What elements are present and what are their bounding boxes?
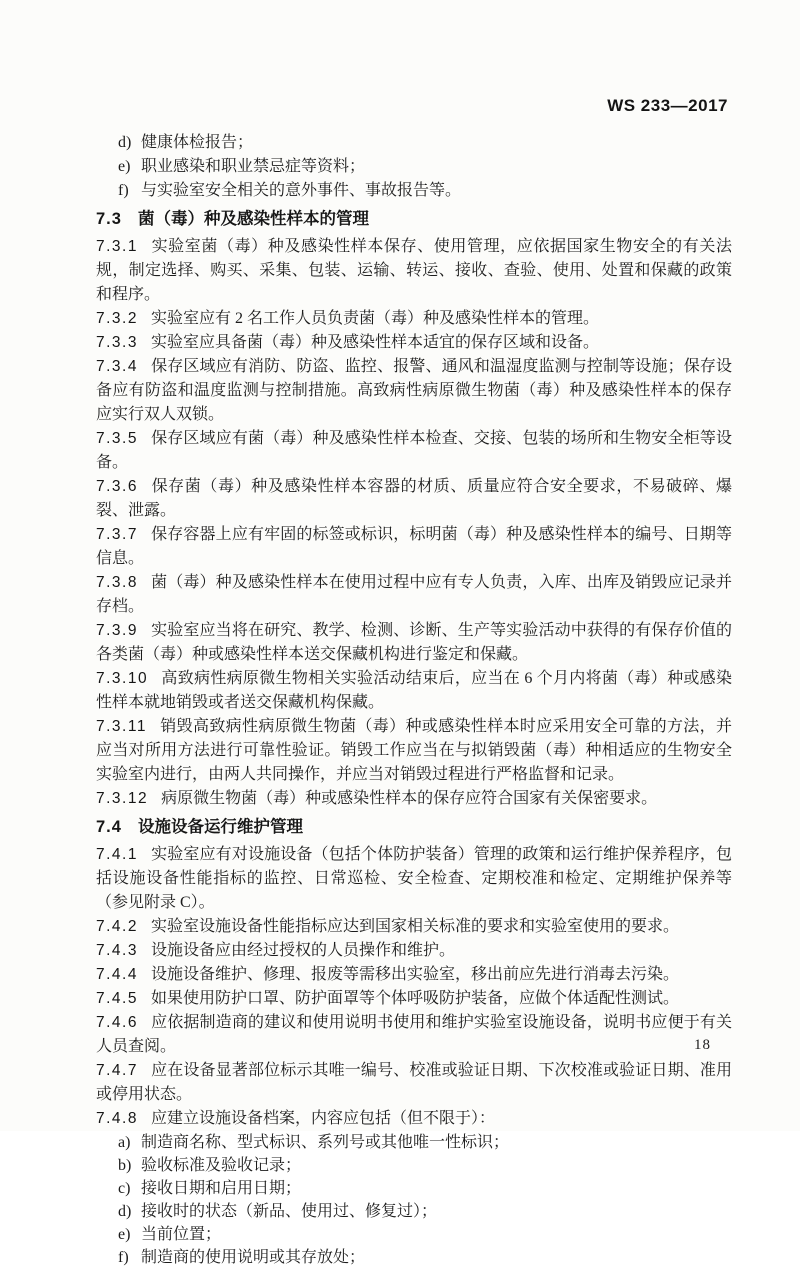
list-text: 接收日期和启用日期； bbox=[141, 1180, 302, 1197]
clause-7-3-1 bbox=[96, 235, 732, 307]
clause-number: 7.3.12 bbox=[96, 790, 149, 807]
section-heading-7-3 bbox=[96, 207, 732, 231]
clause-7-4-4 bbox=[96, 963, 732, 987]
list-text: 验收标准及验收记录； bbox=[141, 1157, 302, 1174]
clause-number: 7.3.5 bbox=[96, 430, 138, 447]
list-item bbox=[118, 1154, 732, 1177]
clause-text: 实验室应具备菌（毒）种及感染性样本适宜的保存区域和设备。 bbox=[150, 334, 599, 351]
clause-7-4-5 bbox=[96, 987, 732, 1011]
list-item bbox=[118, 1177, 732, 1200]
clause-text: 实验室设施设备性能指标应达到国家相关标准的要求和实验室使用的要求。 bbox=[150, 918, 679, 935]
clause-number: 7.3.10 bbox=[96, 670, 149, 687]
clause-text: 保存菌（毒）种及感染性样本容器的材质、质量应符合安全要求，不易破碎、爆裂、泄露。 bbox=[96, 478, 732, 519]
clause-text: 如果使用防护口罩、防护面罩等个体呼吸防护装备，应做个体适配性测试。 bbox=[150, 990, 679, 1007]
list-item bbox=[118, 179, 732, 203]
clause-number: 7.3.6 bbox=[96, 478, 138, 495]
clause-7-3-4 bbox=[96, 355, 732, 427]
clause-text: 应依据制造商的建议和使用说明书使用和维护实验室设施设备，说明书应便于有关人员查阅。 bbox=[96, 1014, 732, 1055]
equipment-file-list bbox=[96, 1131, 732, 1269]
list-marker: d) bbox=[118, 134, 132, 151]
clause-number: 7.4.6 bbox=[96, 1014, 138, 1031]
page-number: 18 bbox=[694, 1037, 711, 1053]
clause-7-4-3 bbox=[96, 939, 732, 963]
clause-text: 实验室菌（毒）种及感染性样本保存、使用管理，应依据国家生物安全的有关法规，制定选择、购买、采集、包装、运输、转运、接收、查验、使用、处置和保藏的政策和程序。 bbox=[96, 238, 732, 303]
clause-text: 保存区域应有消防、防盗、监控、报警、通风和温湿度监测与控制等设施；保存设备应有防盗和温度监测与控制措施。高致病性病原微生物菌（毒）种及感染性样本的保存应实行双人双锁。 bbox=[96, 358, 732, 423]
clause-text: 销毁高致病性病原微生物菌（毒）种或感染性样本时应采用安全可靠的方法，并应当对所用方法进行可靠性验证。销毁工作应当在与拟销毁菌（毒）种相适应的生物安全实验室内进行，由两人共同操作，并应当对销毁过程进行严格监督和记录。 bbox=[96, 718, 732, 783]
list-text: 制造商名称、型式标识、系列号或其他唯一性标识； bbox=[141, 1134, 510, 1151]
section-number: 7.3 bbox=[96, 210, 122, 228]
clause-number: 7.4.3 bbox=[96, 942, 138, 959]
clause-7-3-7 bbox=[96, 523, 732, 571]
section-title: 设施设备运行维护管理 bbox=[137, 818, 303, 836]
list-marker: a) bbox=[118, 1134, 131, 1151]
clause-text: 高致病性病原微生物相关实验活动结束后，应当在 6 个月内将菌（毒）种或感染性样本就地销毁或者送交保藏机构保藏。 bbox=[96, 670, 732, 711]
clause-text: 实验室应当将在研究、教学、检测、诊断、生产等实验活动中获得的有保存价值的各类菌（毒）种或感染性样本送交保藏机构进行鉴定和保藏。 bbox=[96, 622, 732, 663]
clause-text: 实验室应有 2 名工作人员负责菌（毒）种及感染性样本的管理。 bbox=[150, 310, 599, 327]
clause-7-3-9 bbox=[96, 619, 732, 667]
clause-text: 实验室应有对设施设备（包括个体防护装备）管理的政策和运行维护保养程序，包括设施设备性能指标的监控、日常巡检、安全检查、定期校准和检定、定期维护保养等（参见附录 C）。 bbox=[96, 846, 732, 911]
clause-number: 7.4.1 bbox=[96, 846, 138, 863]
list-item bbox=[118, 1200, 732, 1223]
clause-7-4-8 bbox=[96, 1107, 732, 1131]
clause-number: 7.3.11 bbox=[96, 718, 147, 735]
list-text: 与实验室安全相关的意外事件、事故报告等。 bbox=[141, 182, 462, 199]
standard-number-header: WS 233—2017 bbox=[607, 96, 728, 115]
clause-number: 7.4.4 bbox=[96, 966, 138, 983]
clause-number: 7.3.8 bbox=[96, 574, 138, 591]
clause-number: 7.3.3 bbox=[96, 334, 138, 351]
clause-number: 7.4.2 bbox=[96, 918, 138, 935]
section-title: 菌（毒）种及感染性样本的管理 bbox=[137, 210, 369, 228]
list-marker: f) bbox=[118, 182, 129, 199]
clause-number: 7.4.8 bbox=[96, 1110, 138, 1127]
clause-7-3-5 bbox=[96, 427, 732, 475]
clause-number: 7.3.1 bbox=[96, 238, 138, 255]
clause-text: 保存容器上应有牢固的标签或标识，标明菌（毒）种及感染性样本的编号、日期等信息。 bbox=[96, 526, 732, 567]
clause-7-3-3 bbox=[96, 331, 732, 355]
list-item bbox=[118, 155, 732, 179]
list-marker: e) bbox=[118, 1226, 131, 1243]
section-number: 7.4 bbox=[96, 818, 122, 836]
list-item bbox=[118, 1223, 732, 1246]
list-text: 制造商的使用说明或其存放处； bbox=[141, 1249, 366, 1266]
clause-text: 应在设备显著部位标示其唯一编号、校准或验证日期、下次校准或验证日期、准用或停用状态。 bbox=[96, 1062, 732, 1103]
clause-7-4-2 bbox=[96, 915, 732, 939]
clause-number: 7.3.4 bbox=[96, 358, 138, 375]
section-heading-7-4 bbox=[96, 815, 732, 839]
clause-7-4-6 bbox=[96, 1011, 732, 1059]
list-item bbox=[118, 131, 732, 155]
list-marker: d) bbox=[118, 1203, 132, 1220]
clause-7-3-2 bbox=[96, 307, 732, 331]
list-text: 职业感染和职业禁忌症等资料； bbox=[141, 158, 366, 175]
list-text: 接收时的状态（新品、使用过、修复过）； bbox=[141, 1203, 438, 1220]
clause-7-3-11 bbox=[96, 715, 732, 787]
clause-text: 设施设备应由经过授权的人员操作和维护。 bbox=[150, 942, 455, 959]
list-marker: e) bbox=[118, 158, 131, 175]
list-marker: c) bbox=[118, 1180, 131, 1197]
clause-text: 保存区域应有菌（毒）种及感染性样本检查、交接、包装的场所和生物安全柜等设备。 bbox=[96, 430, 732, 471]
list-marker: b) bbox=[118, 1157, 132, 1174]
clause-number: 7.3.7 bbox=[96, 526, 138, 543]
clause-number: 7.3.9 bbox=[96, 622, 138, 639]
clause-7-3-8 bbox=[96, 571, 732, 619]
clause-7-3-6 bbox=[96, 475, 732, 523]
clause-7-3-10 bbox=[96, 667, 732, 715]
list-text: 健康体检报告； bbox=[141, 134, 254, 151]
list-item bbox=[118, 1131, 732, 1154]
clause-text: 设施设备维护、修理、报废等需移出实验室，移出前应先进行消毒去污染。 bbox=[150, 966, 679, 983]
clause-number: 7.4.7 bbox=[96, 1062, 138, 1079]
clause-7-4-1 bbox=[96, 843, 732, 915]
list-item bbox=[118, 1246, 732, 1269]
clause-7-4-7 bbox=[96, 1059, 732, 1107]
list-text: 当前位置； bbox=[141, 1226, 222, 1243]
page-content bbox=[96, 131, 732, 1269]
clause-7-3-12 bbox=[96, 787, 732, 811]
clause-text: 病原微生物菌（毒）种或感染性样本的保存应符合国家有关保密要求。 bbox=[161, 790, 658, 807]
clause-text: 菌（毒）种及感染性样本在使用过程中应有专人负责，入库、出库及销毁应记录并存档。 bbox=[96, 574, 732, 615]
list-marker: f) bbox=[118, 1249, 129, 1266]
clause-number: 7.4.5 bbox=[96, 990, 138, 1007]
clause-text: 应建立设施设备档案，内容应包括（但不限于）： bbox=[150, 1110, 495, 1127]
clause-number: 7.3.2 bbox=[96, 310, 138, 327]
